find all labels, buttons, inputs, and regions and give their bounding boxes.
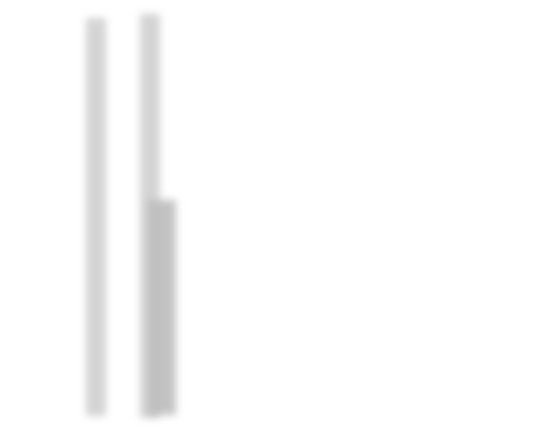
redacted-plate-column-lower	[148, 200, 176, 415]
totals-row	[0, 425, 550, 438]
redacted-owner-column	[86, 18, 106, 416]
header-row	[0, 0, 550, 15]
